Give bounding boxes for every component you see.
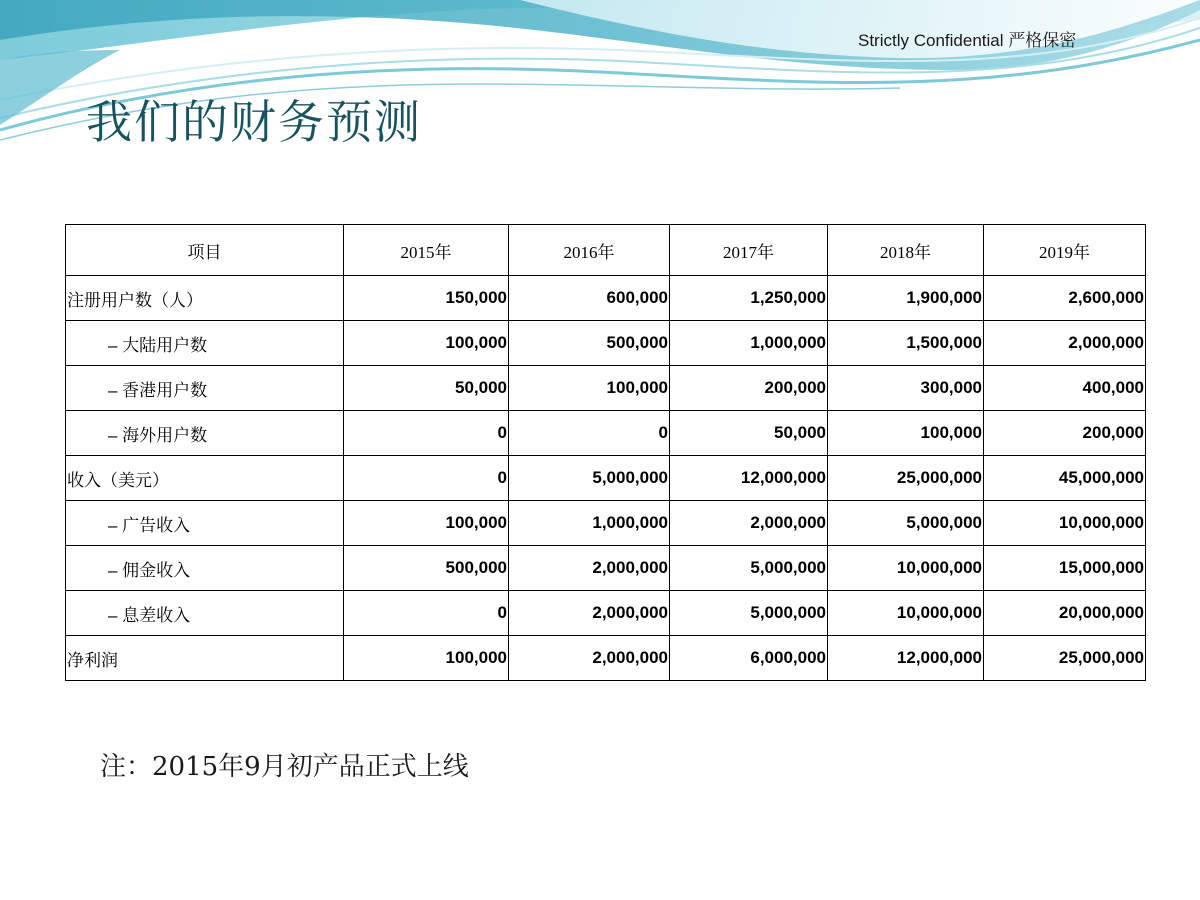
table-cell: 1,000,000 [670, 321, 828, 366]
table-cell: 10,000,000 [984, 501, 1146, 546]
table-cell: 100,000 [344, 321, 509, 366]
table-cell: 2,000,000 [984, 321, 1146, 366]
table-cell: 50,000 [344, 366, 509, 411]
table-cell: 2,000,000 [670, 501, 828, 546]
column-header: 2017年 [670, 225, 828, 276]
row-label: – 佣金收入 [66, 546, 344, 591]
table-cell: 5,000,000 [828, 501, 984, 546]
table-cell: 50,000 [670, 411, 828, 456]
table-cell: 600,000 [509, 276, 670, 321]
table-cell: 5,000,000 [670, 591, 828, 636]
table-cell: 45,000,000 [984, 456, 1146, 501]
table-cell: 10,000,000 [828, 591, 984, 636]
table-cell: 200,000 [670, 366, 828, 411]
table-row [66, 366, 1146, 411]
table-cell: 1,500,000 [828, 321, 984, 366]
table-row [66, 501, 1146, 546]
table-cell: 0 [509, 411, 670, 456]
table-row [66, 276, 1146, 321]
table-row [66, 411, 1146, 456]
table-cell: 0 [344, 591, 509, 636]
table-cell: 12,000,000 [828, 636, 984, 681]
confidential-label: Strictly Confidential 严格保密 [858, 31, 1077, 50]
table-cell: 20,000,000 [984, 591, 1146, 636]
row-label: – 息差收入 [66, 591, 344, 636]
table-cell: 15,000,000 [984, 546, 1146, 591]
row-label: 注册用户数（人） [66, 276, 344, 321]
row-label: – 海外用户数 [66, 411, 344, 456]
table-cell: 5,000,000 [670, 546, 828, 591]
table-cell: 6,000,000 [670, 636, 828, 681]
row-label: – 广告收入 [66, 501, 344, 546]
table-row [66, 321, 1146, 366]
table-header-row [66, 225, 1146, 276]
table-cell: 1,900,000 [828, 276, 984, 321]
table-row [66, 636, 1146, 681]
table-cell: 2,600,000 [984, 276, 1146, 321]
table-row [66, 456, 1146, 501]
column-header: 2019年 [984, 225, 1146, 276]
table-cell: 5,000,000 [509, 456, 670, 501]
column-header: 项目 [66, 225, 344, 276]
table-cell: 400,000 [984, 366, 1146, 411]
table-cell: 1,250,000 [670, 276, 828, 321]
row-label: – 香港用户数 [66, 366, 344, 411]
table-cell: 100,000 [344, 501, 509, 546]
table-row [66, 546, 1146, 591]
table-cell: 100,000 [509, 366, 670, 411]
financial-forecast-table [65, 224, 1146, 681]
table-cell: 500,000 [344, 546, 509, 591]
table-cell: 100,000 [828, 411, 984, 456]
column-header: 2018年 [828, 225, 984, 276]
table-cell: 200,000 [984, 411, 1146, 456]
table-cell: 2,000,000 [509, 591, 670, 636]
table-cell: 0 [344, 411, 509, 456]
column-header: 2015年 [344, 225, 509, 276]
table-cell: 1,000,000 [509, 501, 670, 546]
table-row [66, 591, 1146, 636]
table-cell: 100,000 [344, 636, 509, 681]
row-label: – 大陆用户数 [66, 321, 344, 366]
table-cell: 12,000,000 [670, 456, 828, 501]
row-label: 收入（美元） [66, 456, 344, 501]
column-header: 2016年 [509, 225, 670, 276]
table-cell: 2,000,000 [509, 546, 670, 591]
table-cell: 25,000,000 [984, 636, 1146, 681]
table-cell: 300,000 [828, 366, 984, 411]
row-label: 净利润 [66, 636, 344, 681]
table-cell: 500,000 [509, 321, 670, 366]
table-cell: 150,000 [344, 276, 509, 321]
page-title: 我们的财务预测 [86, 95, 422, 149]
footnote: 注：2015年9月初产品正式上线 [100, 752, 469, 782]
table-cell: 0 [344, 456, 509, 501]
table-cell: 10,000,000 [828, 546, 984, 591]
table-cell: 25,000,000 [828, 456, 984, 501]
table-cell: 2,000,000 [509, 636, 670, 681]
